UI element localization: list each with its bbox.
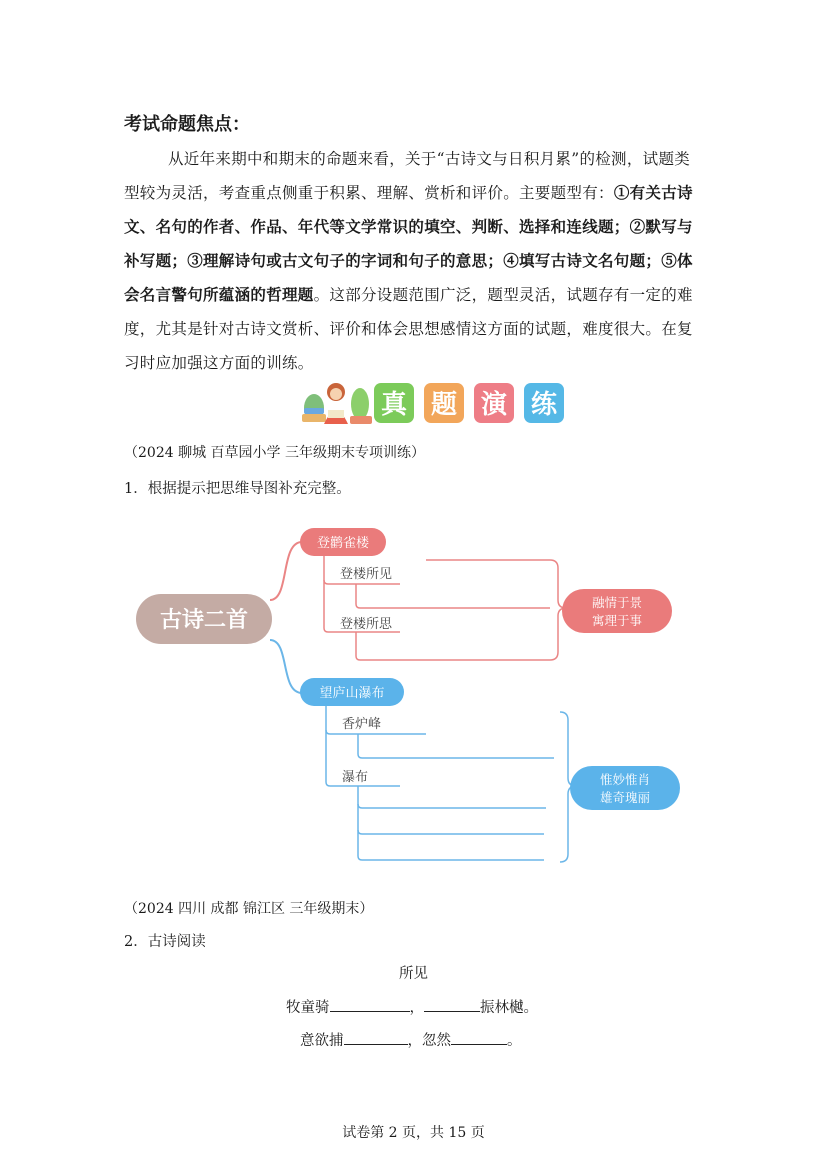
exercise-banner bbox=[298, 378, 570, 428]
connector-branch1 bbox=[270, 542, 302, 600]
branch1-summary-line2: 寓理于事 bbox=[591, 613, 643, 628]
fill-blank-1[interactable] bbox=[330, 996, 410, 1012]
branch1-summary-line1: 融情于景 bbox=[591, 595, 643, 610]
q2-source: （2024 四川 成都 锦江区 三年级期末） bbox=[124, 901, 374, 917]
poem-line-1 bbox=[286, 996, 538, 1017]
poem-line2-sep: ，忽然 bbox=[407, 1033, 451, 1049]
connector-branch2 bbox=[270, 640, 302, 693]
branch1-label: 登鹳雀楼 bbox=[316, 536, 370, 551]
poem-line1-sep: ， bbox=[409, 1000, 424, 1016]
poem-line-2 bbox=[300, 1029, 522, 1050]
q1-source: （2024 聊城 百草园小学 三年级期末专项训练） bbox=[124, 445, 425, 461]
banner-char-0: 真 bbox=[380, 390, 408, 420]
banner-char-3: 练 bbox=[530, 390, 558, 420]
branch2-sub1: 香炉峰 bbox=[342, 717, 382, 732]
para-text-2: 。这部分设题范围广泛，题型灵活，试题存有一定的难度，尤其是针对古诗文赏析、评价和体会思想感情这方面的试题，难度很大。在复习时应加强这方面的训练。 bbox=[124, 286, 693, 372]
fill-blank-4[interactable] bbox=[451, 1029, 507, 1045]
fill-blank-2[interactable] bbox=[424, 996, 480, 1012]
para-bold-question-types: ①有关古诗文、名句的作者、作品、年代等文学常识的填空、判断、选择和连线题；②默写与补写题；③理解诗句或古文句子的字词和句子的意思；④填写古诗文名句题；⑤体会名言警句所蕴涵的哲理题 bbox=[124, 183, 693, 304]
poem-line1-part-b: 振林樾。 bbox=[480, 1000, 538, 1016]
branch1-sub2: 登楼所思 bbox=[340, 617, 393, 632]
branch2-summary-line1: 惟妙惟肖 bbox=[599, 772, 651, 787]
poem-title: 所见 bbox=[399, 966, 428, 982]
poem-line2-part-a: 意欲捕 bbox=[300, 1033, 344, 1049]
poem-line1-part-a: 牧童骑 bbox=[286, 1000, 330, 1016]
girl-reading-illustration bbox=[302, 383, 372, 424]
page-footer: 试卷第 2 页，共 15 页 bbox=[342, 1125, 485, 1141]
mind-map bbox=[130, 520, 690, 870]
fill-blank-3[interactable] bbox=[344, 1029, 408, 1045]
section-heading: 考试命题焦点： bbox=[124, 114, 250, 135]
focus-paragraph bbox=[124, 142, 704, 380]
branch1-sub1: 登楼所见 bbox=[340, 567, 393, 582]
branch2-label: 望庐山瀑布 bbox=[319, 686, 385, 701]
branch2-summary-line2: 雄奇瑰丽 bbox=[599, 790, 651, 805]
para-text-1: 从近年来期中和期末的命题来看，关于“古诗文与日积月累”的检测，试题类型较为灵活，考查重点侧重于积累、理解、赏析和评价。主要题型有： bbox=[124, 150, 691, 202]
poem-line2-part-b: 。 bbox=[507, 1033, 522, 1049]
q2-prompt: 2．古诗阅读 bbox=[124, 934, 206, 950]
banner-char-2: 演 bbox=[480, 390, 508, 420]
banner-char-1: 题 bbox=[430, 390, 458, 420]
q1-prompt: 1．根据提示把思维导图补充完整。 bbox=[124, 481, 351, 497]
branch2-sub2: 瀑布 bbox=[342, 770, 369, 785]
root-label: 古诗二首 bbox=[159, 608, 249, 633]
